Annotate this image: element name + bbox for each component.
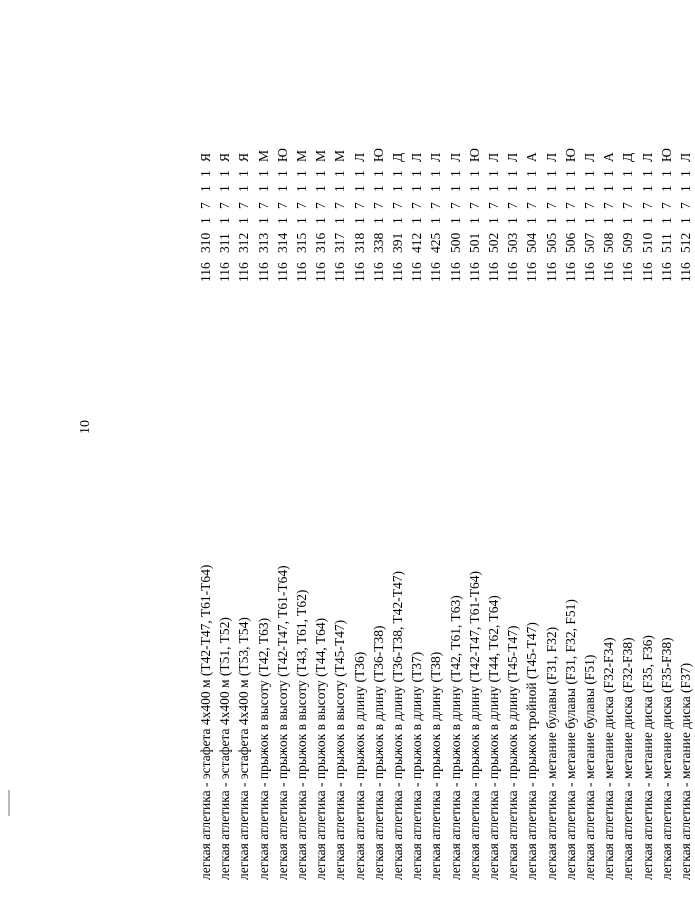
row-code1: 116 bbox=[217, 262, 233, 282]
row-code2: 318 bbox=[351, 232, 367, 253]
row-n4: 1 bbox=[370, 170, 386, 177]
row-n1: 1 bbox=[236, 217, 252, 224]
row-n2: 7 bbox=[466, 202, 482, 209]
table-row bbox=[388, 40, 407, 880]
row-code2: 510 bbox=[639, 232, 655, 253]
row-name: легкая атлетика - прыжок в длину (T38) bbox=[428, 651, 444, 880]
row-code2: 313 bbox=[255, 232, 271, 253]
table-row bbox=[350, 40, 369, 880]
row-letter: Ю bbox=[370, 148, 386, 162]
page-number: 10 bbox=[78, 420, 93, 434]
row-n3: 1 bbox=[639, 185, 655, 192]
row-code2: 315 bbox=[294, 232, 309, 253]
row-letter: Л bbox=[409, 152, 425, 162]
table-row bbox=[330, 40, 349, 880]
row-n1: 1 bbox=[313, 217, 329, 224]
row-n3: 1 bbox=[678, 185, 693, 192]
row-n4: 1 bbox=[351, 170, 367, 177]
row-letter: А bbox=[524, 152, 540, 162]
table-row bbox=[234, 40, 253, 880]
row-n2: 7 bbox=[370, 202, 386, 209]
row-name: легкая атлетика - прыжок в длину (T45-T47) bbox=[505, 625, 521, 880]
row-code2: 412 bbox=[409, 232, 425, 253]
row-n3: 1 bbox=[447, 185, 463, 192]
row-n2: 7 bbox=[274, 202, 290, 209]
row-n3: 1 bbox=[217, 185, 233, 192]
row-code1: 116 bbox=[313, 262, 329, 282]
table-row bbox=[369, 40, 388, 880]
row-n3: 1 bbox=[601, 185, 617, 192]
row-n2: 7 bbox=[562, 202, 578, 209]
row-code1: 116 bbox=[255, 262, 271, 282]
rotated-content bbox=[60, 40, 693, 880]
row-letter: М bbox=[313, 149, 329, 162]
row-code2: 507 bbox=[582, 232, 597, 253]
table-row bbox=[426, 40, 445, 880]
row-n1: 1 bbox=[274, 217, 290, 224]
row-code1: 116 bbox=[236, 262, 252, 282]
row-name: легкая атлетика - метание булавы (F31, F32) bbox=[543, 626, 559, 880]
row-code1: 116 bbox=[390, 262, 405, 282]
table-row bbox=[215, 40, 234, 880]
row-code1: 116 bbox=[198, 262, 213, 282]
row-code2: 316 bbox=[313, 232, 329, 253]
row-n3: 1 bbox=[332, 185, 348, 192]
row-name: легкая атлетика - прыжок тройной (T45-T47) bbox=[524, 622, 540, 880]
row-n4: 1 bbox=[486, 170, 501, 177]
row-code1: 116 bbox=[678, 262, 693, 282]
table-row bbox=[503, 40, 522, 880]
row-n1: 1 bbox=[447, 217, 463, 224]
row-n2: 7 bbox=[505, 202, 521, 209]
row-n2: 7 bbox=[390, 202, 405, 209]
row-n4: 1 bbox=[198, 170, 213, 177]
row-n4: 1 bbox=[313, 170, 329, 177]
row-n2: 7 bbox=[601, 202, 617, 209]
row-code2: 500 bbox=[447, 232, 463, 253]
row-code1: 116 bbox=[370, 262, 386, 282]
row-n1: 1 bbox=[505, 217, 521, 224]
row-letter: Л bbox=[486, 152, 501, 162]
row-name: легкая атлетика - прыжок в высоту (T42-T47, T61-T64) bbox=[274, 565, 290, 880]
row-n3: 1 bbox=[409, 185, 425, 192]
row-n2: 7 bbox=[236, 202, 252, 209]
row-n4: 1 bbox=[678, 170, 693, 177]
row-code2: 504 bbox=[524, 232, 540, 253]
row-code1: 116 bbox=[562, 262, 578, 282]
row-n1: 1 bbox=[370, 217, 386, 224]
row-letter: Ю bbox=[562, 148, 578, 162]
row-n4: 1 bbox=[217, 170, 233, 177]
row-code1: 116 bbox=[351, 262, 367, 282]
row-code2: 338 bbox=[370, 232, 386, 253]
row-n2: 7 bbox=[313, 202, 329, 209]
row-letter: Л bbox=[639, 152, 655, 162]
row-n3: 1 bbox=[274, 185, 290, 192]
row-code1: 116 bbox=[466, 262, 482, 282]
row-n3: 1 bbox=[294, 185, 309, 192]
table-row bbox=[522, 40, 541, 880]
row-code1: 116 bbox=[639, 262, 655, 282]
row-n1: 1 bbox=[217, 217, 233, 224]
row-letter: Л bbox=[582, 152, 597, 162]
row-n4: 1 bbox=[505, 170, 521, 177]
table-row bbox=[196, 40, 215, 880]
table-row bbox=[638, 40, 657, 880]
row-code1: 116 bbox=[409, 262, 425, 282]
row-n4: 1 bbox=[562, 170, 578, 177]
row-n3: 1 bbox=[313, 185, 329, 192]
table-row bbox=[292, 40, 311, 880]
row-code2: 503 bbox=[505, 232, 521, 253]
row-letter: Л bbox=[428, 152, 444, 162]
table-row bbox=[311, 40, 330, 880]
row-n1: 1 bbox=[390, 217, 405, 224]
row-name: легкая атлетика - метание диска (F37) bbox=[678, 662, 693, 880]
row-letter: Ю bbox=[274, 148, 290, 162]
row-n4: 1 bbox=[466, 170, 482, 177]
row-name: легкая атлетика - прыжок в высоту (T45-T47) bbox=[332, 619, 348, 880]
table-row bbox=[561, 40, 580, 880]
row-n1: 1 bbox=[351, 217, 367, 224]
row-n2: 7 bbox=[639, 202, 655, 209]
row-name: легкая атлетика - эстафета 4x400 м (T53, T54) bbox=[236, 617, 252, 880]
row-n2: 7 bbox=[678, 202, 693, 209]
row-n1: 1 bbox=[678, 217, 693, 224]
row-code2: 317 bbox=[332, 232, 348, 253]
row-letter: Л bbox=[447, 152, 463, 162]
row-n4: 1 bbox=[447, 170, 463, 177]
row-code1: 116 bbox=[274, 262, 290, 282]
row-letter: Я bbox=[236, 152, 252, 162]
row-n4: 1 bbox=[255, 170, 271, 177]
row-n4: 1 bbox=[274, 170, 290, 177]
row-n1: 1 bbox=[620, 217, 636, 224]
row-n1: 1 bbox=[562, 217, 578, 224]
row-n1: 1 bbox=[294, 217, 309, 224]
row-n3: 1 bbox=[486, 185, 501, 192]
row-name: легкая атлетика - метание диска (F32-F38) bbox=[620, 637, 636, 880]
row-name: легкая атлетика - прыжок в длину (T44, T62, T64) bbox=[486, 595, 501, 880]
row-code2: 506 bbox=[562, 232, 578, 253]
row-n1: 1 bbox=[543, 217, 559, 224]
row-letter: Ю bbox=[658, 148, 674, 162]
row-n3: 1 bbox=[370, 185, 386, 192]
row-n4: 1 bbox=[620, 170, 636, 177]
row-n1: 1 bbox=[332, 217, 348, 224]
row-code1: 116 bbox=[620, 262, 636, 282]
row-code2: 501 bbox=[466, 232, 482, 253]
row-letter: М bbox=[255, 149, 271, 162]
row-name: легкая атлетика - прыжок в длину (T36-T38, T42-T47) bbox=[390, 571, 405, 880]
row-n4: 1 bbox=[601, 170, 617, 177]
row-letter: М bbox=[294, 149, 309, 162]
row-n1: 1 bbox=[428, 217, 444, 224]
row-n4: 1 bbox=[428, 170, 444, 177]
row-n2: 7 bbox=[428, 202, 444, 209]
row-n4: 1 bbox=[332, 170, 348, 177]
row-n1: 1 bbox=[601, 217, 617, 224]
row-n1: 1 bbox=[658, 217, 674, 224]
row-name: легкая атлетика - прыжок в длину (T36-T38) bbox=[370, 625, 386, 880]
table-row bbox=[273, 40, 292, 880]
row-n3: 1 bbox=[620, 185, 636, 192]
table-row bbox=[484, 40, 503, 880]
row-name: легкая атлетика - прыжок в длину (T42-T47, T61-T64) bbox=[466, 571, 482, 880]
row-code1: 116 bbox=[447, 262, 463, 282]
scan-edge-mark bbox=[8, 790, 10, 816]
row-code2: 312 bbox=[236, 232, 252, 253]
row-code2: 425 bbox=[428, 232, 444, 253]
row-n1: 1 bbox=[639, 217, 655, 224]
row-name: легкая атлетика - прыжок в длину (T36) bbox=[351, 651, 367, 880]
table-row bbox=[599, 40, 618, 880]
row-code2: 509 bbox=[620, 232, 636, 253]
row-letter: Ю bbox=[466, 148, 482, 162]
row-n3: 1 bbox=[236, 185, 252, 192]
row-n2: 7 bbox=[524, 202, 540, 209]
row-n2: 7 bbox=[620, 202, 636, 209]
row-n2: 7 bbox=[294, 202, 309, 209]
table-row bbox=[446, 40, 465, 880]
table-row bbox=[657, 40, 676, 880]
row-n3: 1 bbox=[562, 185, 578, 192]
table-row bbox=[465, 40, 484, 880]
row-code2: 310 bbox=[198, 232, 213, 253]
row-code1: 116 bbox=[601, 262, 617, 282]
row-code1: 116 bbox=[486, 262, 501, 282]
row-n4: 1 bbox=[409, 170, 425, 177]
row-code1: 116 bbox=[332, 262, 348, 282]
row-n4: 1 bbox=[582, 170, 597, 177]
row-n3: 1 bbox=[543, 185, 559, 192]
row-code2: 314 bbox=[274, 232, 290, 253]
row-n3: 1 bbox=[351, 185, 367, 192]
row-n3: 1 bbox=[198, 185, 213, 192]
row-name: легкая атлетика - метание диска (F32-F34) bbox=[601, 637, 617, 880]
row-n1: 1 bbox=[255, 217, 271, 224]
row-n3: 1 bbox=[505, 185, 521, 192]
row-n1: 1 bbox=[524, 217, 540, 224]
row-n2: 7 bbox=[332, 202, 348, 209]
row-code2: 311 bbox=[217, 233, 233, 253]
row-n2: 7 bbox=[217, 202, 233, 209]
row-letter: Л bbox=[543, 152, 559, 162]
row-code1: 116 bbox=[294, 262, 309, 282]
row-code2: 502 bbox=[486, 232, 501, 253]
row-n4: 1 bbox=[543, 170, 559, 177]
row-code1: 116 bbox=[543, 262, 559, 282]
table-row bbox=[676, 40, 695, 880]
row-n3: 1 bbox=[466, 185, 482, 192]
row-code2: 508 bbox=[601, 232, 617, 253]
row-name: легкая атлетика - метание диска (F35, F36) bbox=[639, 635, 655, 880]
row-n3: 1 bbox=[428, 185, 444, 192]
row-name: легкая атлетика - прыжок в высоту (T44, T64) bbox=[313, 617, 329, 880]
row-name: легкая атлетика - метание булавы (F31, F32, F51) bbox=[562, 599, 578, 880]
row-n4: 1 bbox=[390, 170, 405, 177]
row-code1: 116 bbox=[505, 262, 521, 282]
row-code2: 511 bbox=[658, 233, 674, 253]
row-name: легкая атлетика - прыжок в высоту (T42, T63) bbox=[255, 617, 271, 880]
row-letter: Д bbox=[620, 152, 636, 162]
table-row bbox=[618, 40, 637, 880]
row-n4: 1 bbox=[658, 170, 674, 177]
row-n3: 1 bbox=[658, 185, 674, 192]
row-n1: 1 bbox=[409, 217, 425, 224]
row-letter: Л bbox=[678, 152, 693, 162]
row-code2: 391 bbox=[390, 232, 405, 253]
row-n2: 7 bbox=[447, 202, 463, 209]
row-name: легкая атлетика - метание булавы (F51) bbox=[582, 654, 597, 880]
row-letter: Л bbox=[351, 152, 367, 162]
row-n2: 7 bbox=[409, 202, 425, 209]
row-code2: 512 bbox=[678, 232, 693, 253]
row-code1: 116 bbox=[428, 262, 444, 282]
row-n2: 7 bbox=[198, 202, 213, 209]
row-n2: 7 bbox=[255, 202, 271, 209]
row-n4: 1 bbox=[236, 170, 252, 177]
table-row bbox=[254, 40, 273, 880]
row-n2: 7 bbox=[543, 202, 559, 209]
row-code1: 116 bbox=[524, 262, 540, 282]
row-n4: 1 bbox=[294, 170, 309, 177]
table-row bbox=[407, 40, 426, 880]
table-row bbox=[580, 40, 599, 880]
row-letter: Я bbox=[217, 152, 233, 162]
row-name: легкая атлетика - прыжок в длину (T37) bbox=[409, 651, 425, 880]
row-code1: 116 bbox=[658, 262, 674, 282]
row-letter: Д bbox=[390, 152, 405, 162]
row-n2: 7 bbox=[486, 202, 501, 209]
row-n3: 1 bbox=[524, 185, 540, 192]
row-n3: 1 bbox=[582, 185, 597, 192]
row-letter: М bbox=[332, 149, 348, 162]
table-row bbox=[542, 40, 561, 880]
row-n1: 1 bbox=[582, 217, 597, 224]
row-n2: 7 bbox=[351, 202, 367, 209]
row-n3: 1 bbox=[255, 185, 271, 192]
row-n2: 7 bbox=[658, 202, 674, 209]
row-n2: 7 bbox=[582, 202, 597, 209]
row-n3: 1 bbox=[390, 185, 405, 192]
row-letter: А bbox=[601, 152, 617, 162]
row-name: легкая атлетика - прыжок в высоту (T43, T61, T62) bbox=[294, 589, 309, 880]
row-n4: 1 bbox=[524, 170, 540, 177]
row-code2: 505 bbox=[543, 232, 559, 253]
row-name: легкая атлетика - эстафета 4x400 м (T42-T47, T61-T64) bbox=[198, 564, 213, 880]
row-n1: 1 bbox=[198, 217, 213, 224]
row-letter: Я bbox=[198, 152, 213, 162]
row-letter: Л bbox=[505, 152, 521, 162]
row-n1: 1 bbox=[466, 217, 482, 224]
row-name: легкая атлетика - метание диска (F35-F38) bbox=[658, 637, 674, 880]
row-code1: 116 bbox=[582, 262, 597, 282]
row-name: легкая атлетика - прыжок в длину (T42, T61, T63) bbox=[447, 595, 463, 880]
row-n1: 1 bbox=[486, 217, 501, 224]
row-name: легкая атлетика - эстафета 4x400 м (T51, T52) bbox=[217, 617, 233, 880]
row-n4: 1 bbox=[639, 170, 655, 177]
